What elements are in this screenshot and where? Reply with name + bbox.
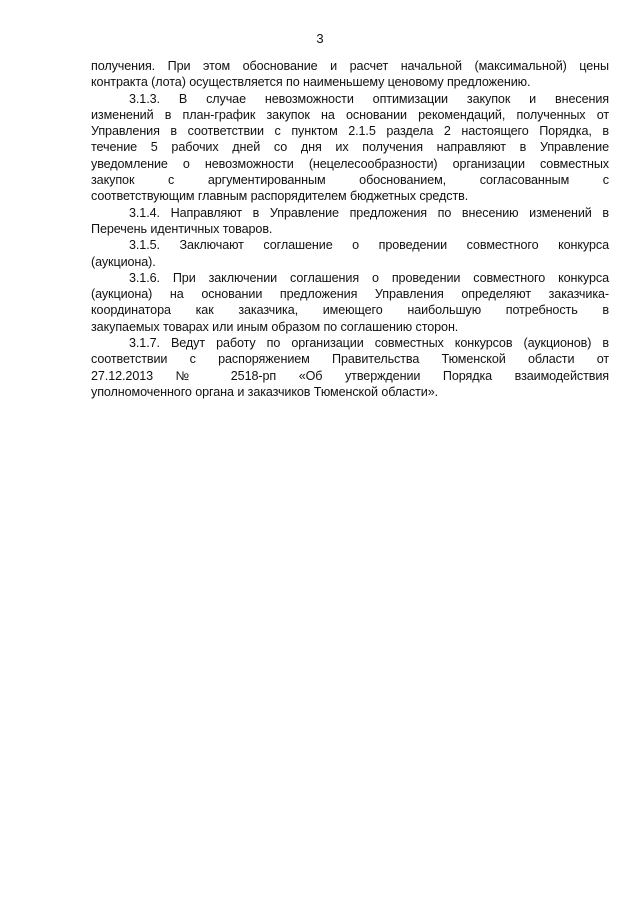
document-body xyxy=(91,58,609,400)
text-line: уполномоченного органа и заказчиков Тюменской области». xyxy=(91,384,439,399)
text-line: 3.1.5. Заключают соглашение о проведении совместного конкурса xyxy=(129,238,609,253)
text-line: 27.12.2013 № 2518-рп «Об утверждении Порядка взаимодействия xyxy=(91,368,609,383)
text-line: координатора как заказчика, имеющего наибольшую потребность в xyxy=(91,303,609,318)
text-line: соответствующим главным распорядителем бюджетных средств. xyxy=(91,189,469,204)
text-line: течение 5 рабочих дней со дня их получения направляют в Управление xyxy=(91,140,609,155)
text-line: (аукциона) на основании предложения Управления определяют заказчика- xyxy=(91,287,609,302)
text-line: получения. При этом обоснование и расчет начальной (максимальной) цены xyxy=(91,59,609,73)
text-line: Управления в соответствии с пунктом 2.1.5 раздела 2 настоящего Порядка, в xyxy=(91,124,609,139)
text-line: 3.1.6. При заключении соглашения о проведении совместного конкурса xyxy=(129,270,609,285)
text-line: соответствии с распоряжением Правительства Тюменской области от xyxy=(91,352,609,367)
text-line: уведомление о невозможности (нецелесообразности) организации совместных xyxy=(91,156,609,171)
page-number: 3 xyxy=(316,31,324,46)
text-line: Перечень идентичных товаров. xyxy=(91,221,273,236)
text-line: 3.1.3. В случае невозможности оптимизации закупок и внесения xyxy=(129,91,609,106)
text-line: 3.1.4. Направляют в Управление предложения по внесению изменений в xyxy=(129,205,609,220)
text-line: изменений в план-график закупок на основании рекомендаций, полученных от xyxy=(91,107,609,122)
text-line: закупок с аргументированным обоснованием, согласованным с xyxy=(91,173,609,188)
text-line: контракта (лота) осуществляется по наименьшему ценовому предложению. xyxy=(91,75,531,90)
text-line: (аукциона). xyxy=(91,254,156,269)
text-line: закупаемых товарах или иным образом по соглашению сторон. xyxy=(91,319,459,334)
text-line: 3.1.7. Ведут работу по организации совместных конкурсов (аукционов) в xyxy=(129,336,609,351)
